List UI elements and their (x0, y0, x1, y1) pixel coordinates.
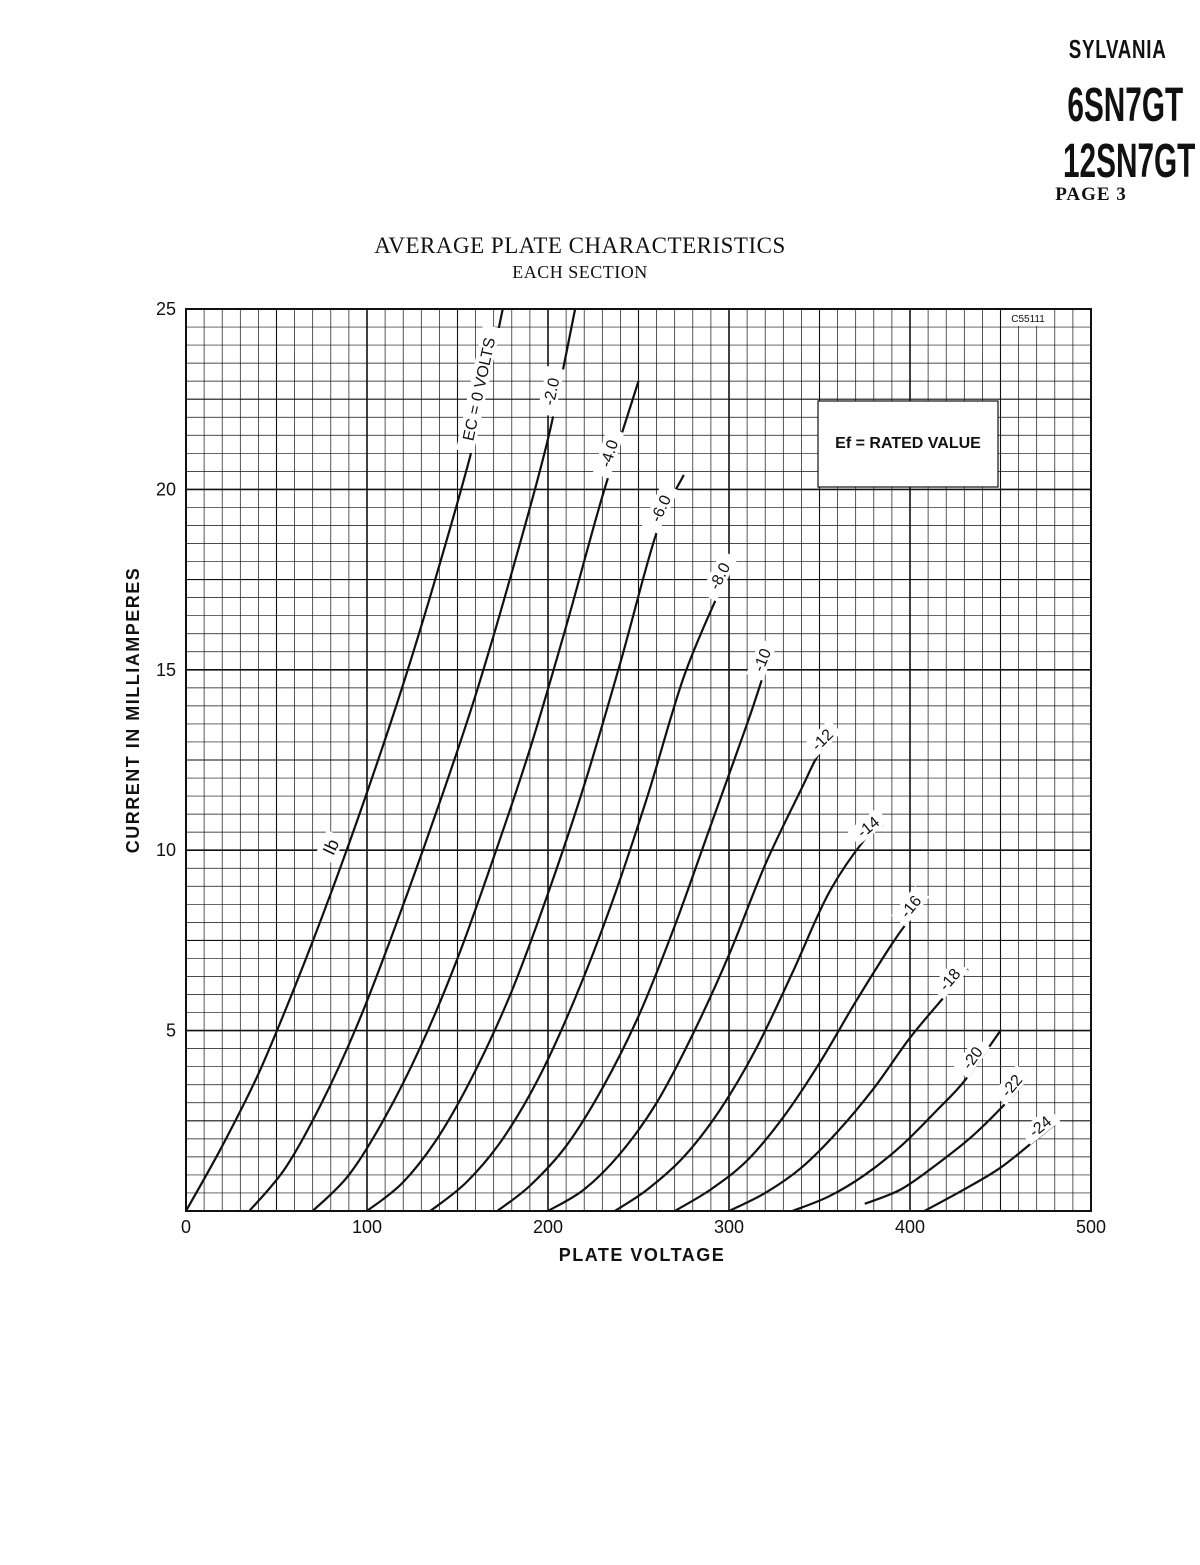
curve-label: EC = 0 VOLTS (460, 336, 500, 443)
x-tick-label: 100 (351, 1217, 383, 1237)
model-number-secondary: 12SN7GT (1063, 135, 1196, 188)
chart-subtitle: EACH SECTION (512, 262, 648, 282)
curve-label-group-9 (930, 959, 969, 1000)
curve-label-group-3 (642, 483, 680, 535)
curve-label: -24 (1026, 1113, 1056, 1141)
page-number: PAGE 3 (1055, 184, 1127, 205)
curve-label: -18 (936, 965, 965, 995)
ib-label-group (315, 830, 346, 864)
curve-label: -14 (854, 813, 884, 842)
x-tick-label: 400 (894, 1217, 926, 1237)
curve-label: -20 (959, 1044, 987, 1073)
curve-label: -2.0 (541, 376, 564, 407)
x-tick-label: 200 (532, 1217, 564, 1237)
curve-label-group-5 (746, 639, 778, 681)
curve-label: -8.0 (706, 560, 735, 593)
curve-label: -4.0 (597, 437, 623, 470)
curve-label: -16 (897, 892, 926, 922)
y-tick-label: 5 (165, 1020, 176, 1041)
y-axis-label: CURRENT IN MILLIAMPERES (123, 566, 143, 854)
ib-label: Ib (318, 835, 344, 859)
chart-title: AVERAGE PLATE CHARACTERISTICS (374, 233, 786, 258)
x-tick-label: 500 (1075, 1217, 1107, 1237)
curve-label-group-10 (953, 1037, 991, 1079)
curve-label: -22 (998, 1071, 1027, 1101)
x-tick-label: 300 (713, 1217, 745, 1237)
brand-name: SYLVANIA (1068, 34, 1167, 64)
curve-7 (615, 825, 883, 1211)
curve-label: -6.0 (647, 492, 675, 525)
x-axis-label: PLATE VOLTAGE (558, 1245, 726, 1265)
curve-label-group-0 (456, 325, 501, 454)
curve-label-group-11 (992, 1065, 1031, 1106)
curve-label-group-6 (802, 720, 842, 760)
y-tick-label: 10 (155, 840, 176, 861)
curve-label-group-8 (891, 886, 930, 928)
y-tick-label: 20 (155, 479, 176, 500)
y-tick-label: 15 (155, 659, 176, 680)
curve-label-group-1 (537, 366, 565, 417)
drawing-number: C55111 (1011, 314, 1045, 325)
y-tick-label: 25 (155, 299, 176, 319)
curve-label: -12 (808, 726, 838, 755)
curve-label-group-7 (847, 808, 889, 847)
curve-8 (675, 901, 925, 1211)
curve-label: -10 (750, 646, 776, 675)
curve-label-group-4 (700, 550, 739, 601)
curve-5 (497, 652, 772, 1211)
model-number-primary: 6SN7GT (1067, 79, 1184, 132)
x-tick-label: 0 (180, 1217, 192, 1237)
ef-label: Ef = RATED VALUE (835, 435, 981, 452)
